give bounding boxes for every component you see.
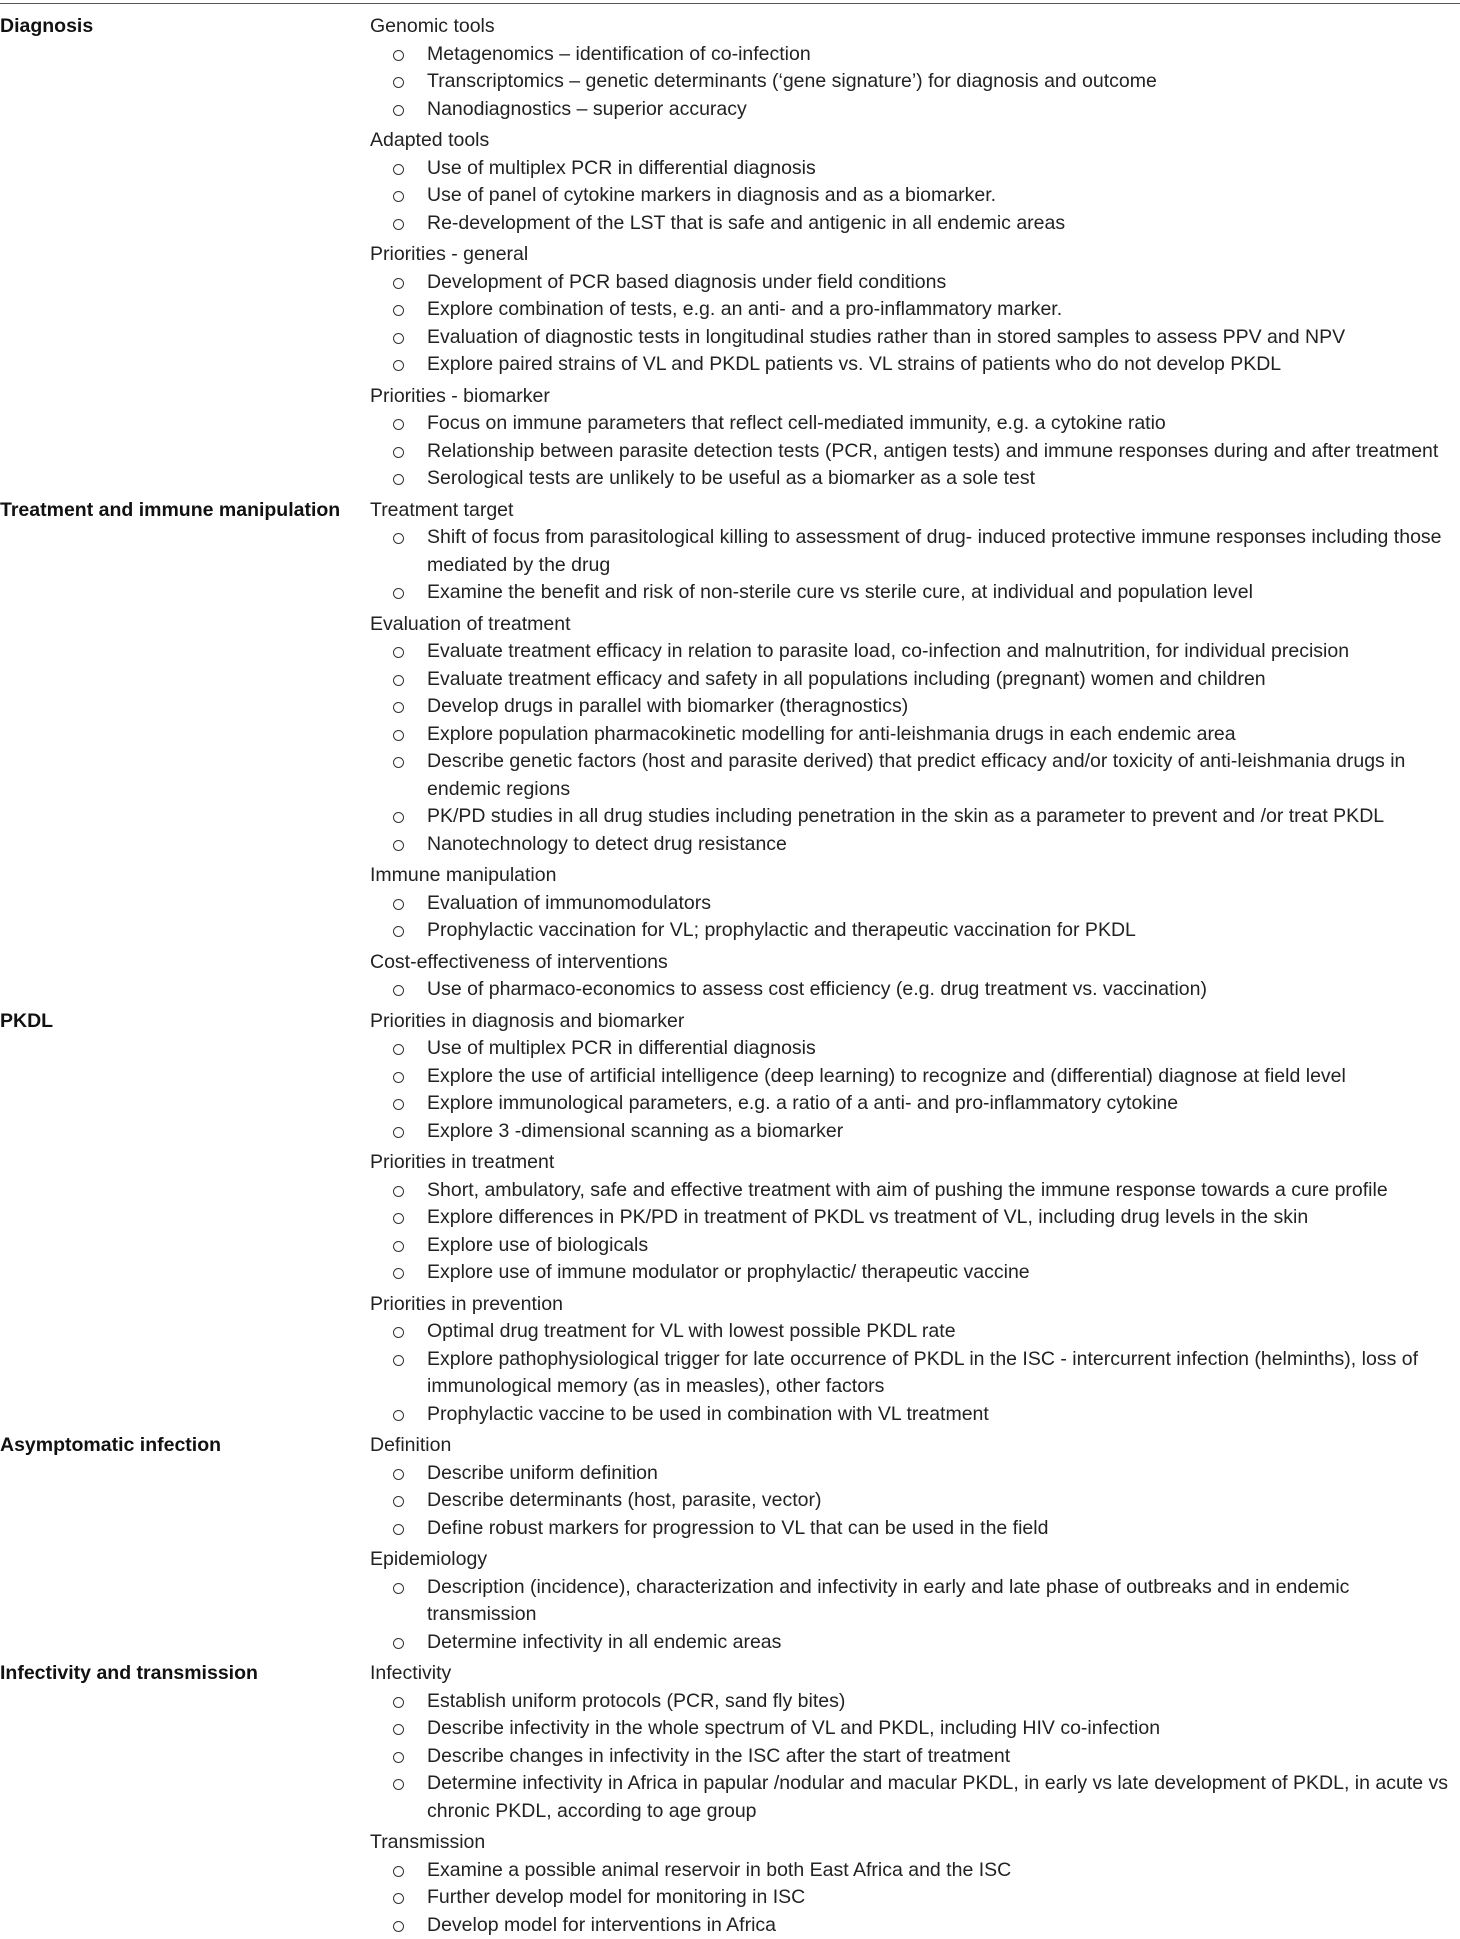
circle-bullet-icon xyxy=(393,360,404,371)
list-item-text: Define robust markers for progression to VL that can be used in the field xyxy=(427,1515,1460,1543)
list-item-text: Nanotechnology to detect drug resistance xyxy=(427,831,1460,859)
circle-bullet-icon xyxy=(393,1779,404,1790)
priority-group xyxy=(370,858,1460,945)
list-item xyxy=(370,1346,1460,1401)
circle-bullet-icon xyxy=(393,1099,404,1110)
topic-heading: PKDL xyxy=(0,1004,370,1036)
list-item xyxy=(370,1118,1460,1146)
circle-bullet-icon xyxy=(393,1072,404,1083)
group-title: Cost-effectiveness of interventions xyxy=(370,949,1460,977)
priority-group xyxy=(370,1542,1460,1656)
list-item xyxy=(370,1743,1460,1771)
list-item xyxy=(370,41,1460,69)
list-item-text: Evaluation of immunomodulators xyxy=(427,890,1460,918)
circle-bullet-icon xyxy=(393,1410,404,1421)
circle-bullet-icon xyxy=(393,1866,404,1877)
list-item-text: Describe determinants (host, parasite, vector) xyxy=(427,1487,1460,1515)
list-item xyxy=(370,210,1460,238)
priority-group xyxy=(370,607,1460,859)
circle-bullet-icon xyxy=(393,447,404,458)
list-item xyxy=(370,1063,1460,1091)
list-item xyxy=(370,638,1460,666)
research-priorities-table xyxy=(0,9,1460,1939)
priority-group xyxy=(370,237,1460,379)
circle-bullet-icon xyxy=(393,1469,404,1480)
list-item xyxy=(370,1857,1460,1885)
list-item-text: Explore 3 -dimensional scanning as a biomarker xyxy=(427,1118,1460,1146)
list-item-text: Describe genetic factors (host and parasite derived) that predict efficacy and/or toxicity of anti-leishmania drugs in endemic regions xyxy=(427,748,1460,803)
circle-bullet-icon xyxy=(393,1186,404,1197)
priority-group xyxy=(370,379,1460,493)
priority-group xyxy=(370,123,1460,237)
list-item xyxy=(370,1318,1460,1346)
circle-bullet-icon xyxy=(393,105,404,116)
list-item-text: Metagenomics – identification of co-infection xyxy=(427,41,1460,69)
list-item-text: Serological tests are unlikely to be useful as a biomarker as a sole test xyxy=(427,465,1460,493)
group-title: Genomic tools xyxy=(370,13,1460,41)
group-title: Priorities in prevention xyxy=(370,1291,1460,1319)
list-item-text: Nanodiagnostics – superior accuracy xyxy=(427,96,1460,124)
list-item-text: Further develop model for monitoring in ISC xyxy=(427,1884,1460,1912)
circle-bullet-icon xyxy=(393,1268,404,1279)
circle-bullet-icon xyxy=(393,1583,404,1594)
topic-heading: Infectivity and transmission xyxy=(0,1656,370,1688)
circle-bullet-icon xyxy=(393,77,404,88)
group-title: Immune manipulation xyxy=(370,862,1460,890)
circle-bullet-icon xyxy=(393,219,404,230)
list-item-text: Explore paired strains of VL and PKDL patients vs. VL strains of patients who do not develop PKDL xyxy=(427,351,1460,379)
list-item xyxy=(370,1204,1460,1232)
circle-bullet-icon xyxy=(393,840,404,851)
list-item-text: Explore combination of tests, e.g. an anti- and a pro-inflammatory marker. xyxy=(427,296,1460,324)
circle-bullet-icon xyxy=(393,1752,404,1763)
list-item xyxy=(370,693,1460,721)
list-item-text: Explore use of immune modulator or prophylactic/ therapeutic vaccine xyxy=(427,1259,1460,1287)
priority-group xyxy=(370,1656,1460,1825)
list-item-text: Use of panel of cytokine markers in diagnosis and as a biomarker. xyxy=(427,182,1460,210)
group-title: Evaluation of treatment xyxy=(370,611,1460,639)
table-row xyxy=(0,1428,1460,1656)
circle-bullet-icon xyxy=(393,926,404,937)
topic-heading: Diagnosis xyxy=(0,9,370,41)
list-item-text: Explore population pharmacokinetic modelling for anti-leishmania drugs in each endemic area xyxy=(427,721,1460,749)
circle-bullet-icon xyxy=(393,702,404,713)
list-item-text: Re-development of the LST that is safe and antigenic in all endemic areas xyxy=(427,210,1460,238)
circle-bullet-icon xyxy=(393,50,404,61)
list-item-text: Explore pathophysiological trigger for late occurrence of PKDL in the ISC - intercurrent infection (helminths), loss of immunological memory (as in measles), other factors xyxy=(427,1346,1460,1401)
circle-bullet-icon xyxy=(393,474,404,485)
list-item-text: Determine infectivity in Africa in papular /nodular and macular PKDL, in early vs late development of PKDL, in acute vs chronic PKDL, according to age group xyxy=(427,1770,1460,1825)
list-item-text: Evaluate treatment efficacy in relation to parasite load, co-infection and malnutrition, for individual precision xyxy=(427,638,1460,666)
list-item xyxy=(370,410,1460,438)
circle-bullet-icon xyxy=(393,985,404,996)
circle-bullet-icon xyxy=(393,1893,404,1904)
priority-group xyxy=(370,1428,1460,1542)
list-item-text: Description (incidence), characterization and infectivity in early and late phase of outbreaks and in endemic transmission xyxy=(427,1574,1460,1629)
topic-content xyxy=(370,1428,1460,1656)
list-item xyxy=(370,666,1460,694)
list-item xyxy=(370,721,1460,749)
circle-bullet-icon xyxy=(393,164,404,175)
group-title: Definition xyxy=(370,1432,1460,1460)
list-item xyxy=(370,155,1460,183)
list-item xyxy=(370,1688,1460,1716)
list-item xyxy=(370,438,1460,466)
priority-group xyxy=(370,1825,1460,1939)
list-item xyxy=(370,1574,1460,1629)
list-item xyxy=(370,748,1460,803)
list-item xyxy=(370,579,1460,607)
list-item xyxy=(370,324,1460,352)
circle-bullet-icon xyxy=(393,533,404,544)
circle-bullet-icon xyxy=(393,1524,404,1535)
group-title: Adapted tools xyxy=(370,127,1460,155)
circle-bullet-icon xyxy=(393,675,404,686)
list-item-text: Prophylactic vaccination for VL; prophylactic and therapeutic vaccination for PKDL xyxy=(427,917,1460,945)
circle-bullet-icon xyxy=(393,757,404,768)
list-item-text: Examine a possible animal reservoir in both East Africa and the ISC xyxy=(427,1857,1460,1885)
topic-content xyxy=(370,493,1460,1004)
table-top-rule xyxy=(0,3,1460,4)
circle-bullet-icon xyxy=(393,333,404,344)
list-item xyxy=(370,68,1460,96)
list-item-text: Shift of focus from parasitological killing to assessment of drug- induced protective immune responses including those mediated by the drug xyxy=(427,524,1460,579)
topic-content xyxy=(370,1004,1460,1429)
list-item xyxy=(370,1629,1460,1657)
list-item-text: Examine the benefit and risk of non-sterile cure vs sterile cure, at individual and population level xyxy=(427,579,1460,607)
list-item xyxy=(370,1090,1460,1118)
group-title: Transmission xyxy=(370,1829,1460,1857)
group-title: Priorities in diagnosis and biomarker xyxy=(370,1008,1460,1036)
circle-bullet-icon xyxy=(393,647,404,658)
table-row xyxy=(0,9,1460,493)
list-item xyxy=(370,269,1460,297)
circle-bullet-icon xyxy=(393,899,404,910)
list-item xyxy=(370,1884,1460,1912)
list-item xyxy=(370,803,1460,831)
list-item-text: Transcriptomics – genetic determinants (‘gene signature’) for diagnosis and outcome xyxy=(427,68,1460,96)
table-row xyxy=(0,1656,1460,1939)
list-item xyxy=(370,524,1460,579)
circle-bullet-icon xyxy=(393,730,404,741)
group-title: Priorities - biomarker xyxy=(370,383,1460,411)
list-item xyxy=(370,1715,1460,1743)
list-item-text: Development of PCR based diagnosis under field conditions xyxy=(427,269,1460,297)
circle-bullet-icon xyxy=(393,1638,404,1649)
list-item xyxy=(370,917,1460,945)
list-item-text: Prophylactic vaccine to be used in combination with VL treatment xyxy=(427,1401,1460,1429)
list-item-text: Establish uniform protocols (PCR, sand fly bites) xyxy=(427,1688,1460,1716)
circle-bullet-icon xyxy=(393,1044,404,1055)
circle-bullet-icon xyxy=(393,1213,404,1224)
list-item-text: Determine infectivity in all endemic areas xyxy=(427,1629,1460,1657)
list-item xyxy=(370,1177,1460,1205)
list-item xyxy=(370,890,1460,918)
list-item xyxy=(370,465,1460,493)
list-item-text: Explore differences in PK/PD in treatment of PKDL vs treatment of VL, including drug levels in the skin xyxy=(427,1204,1460,1232)
list-item xyxy=(370,351,1460,379)
circle-bullet-icon xyxy=(393,1327,404,1338)
circle-bullet-icon xyxy=(393,1127,404,1138)
circle-bullet-icon xyxy=(393,1697,404,1708)
list-item-text: Explore immunological parameters, e.g. a ratio of a anti- and pro-inflammatory cytokine xyxy=(427,1090,1460,1118)
circle-bullet-icon xyxy=(393,1921,404,1932)
list-item xyxy=(370,1912,1460,1939)
circle-bullet-icon xyxy=(393,588,404,599)
list-item-text: PK/PD studies in all drug studies including penetration in the skin as a parameter to prevent and /or treat PKDL xyxy=(427,803,1460,831)
list-item-text: Explore use of biologicals xyxy=(427,1232,1460,1260)
group-title: Infectivity xyxy=(370,1660,1460,1688)
group-title: Priorities in treatment xyxy=(370,1149,1460,1177)
priority-group xyxy=(370,1004,1460,1146)
list-item xyxy=(370,1515,1460,1543)
list-item-text: Describe uniform definition xyxy=(427,1460,1460,1488)
list-item-text: Optimal drug treatment for VL with lowest possible PKDL rate xyxy=(427,1318,1460,1346)
list-item-text: Evaluation of diagnostic tests in longitudinal studies rather than in stored samples to assess PPV and NPV xyxy=(427,324,1460,352)
circle-bullet-icon xyxy=(393,191,404,202)
list-item-text: Relationship between parasite detection tests (PCR, antigen tests) and immune responses during and after treatment xyxy=(427,438,1460,466)
list-item xyxy=(370,182,1460,210)
list-item xyxy=(370,1401,1460,1429)
priority-group xyxy=(370,945,1460,1004)
circle-bullet-icon xyxy=(393,1355,404,1366)
list-item xyxy=(370,976,1460,1004)
list-item xyxy=(370,296,1460,324)
circle-bullet-icon xyxy=(393,419,404,430)
list-item-text: Describe changes in infectivity in the ISC after the start of treatment xyxy=(427,1743,1460,1771)
list-item xyxy=(370,1770,1460,1825)
topic-content xyxy=(370,9,1460,493)
list-item xyxy=(370,1487,1460,1515)
list-item xyxy=(370,96,1460,124)
group-title: Priorities - general xyxy=(370,241,1460,269)
circle-bullet-icon xyxy=(393,1241,404,1252)
circle-bullet-icon xyxy=(393,1724,404,1735)
table-row xyxy=(0,1004,1460,1429)
list-item-text: Describe infectivity in the whole spectrum of VL and PKDL, including HIV co-infection xyxy=(427,1715,1460,1743)
list-item-text: Use of multiplex PCR in differential diagnosis xyxy=(427,155,1460,183)
list-item xyxy=(370,1035,1460,1063)
list-item xyxy=(370,1259,1460,1287)
list-item-text: Develop model for interventions in Africa xyxy=(427,1912,1460,1939)
list-item xyxy=(370,831,1460,859)
list-item-text: Evaluate treatment efficacy and safety in all populations including (pregnant) women and children xyxy=(427,666,1460,694)
table-row xyxy=(0,493,1460,1004)
circle-bullet-icon xyxy=(393,1496,404,1507)
list-item-text: Explore the use of artificial intelligence (deep learning) to recognize and (differential) diagnose at field level xyxy=(427,1063,1460,1091)
list-item-text: Focus on immune parameters that reflect cell-mediated immunity, e.g. a cytokine ratio xyxy=(427,410,1460,438)
circle-bullet-icon xyxy=(393,278,404,289)
circle-bullet-icon xyxy=(393,812,404,823)
list-item-text: Use of multiplex PCR in differential diagnosis xyxy=(427,1035,1460,1063)
topic-content xyxy=(370,1656,1460,1939)
list-item-text: Develop drugs in parallel with biomarker (theragnostics) xyxy=(427,693,1460,721)
priority-group xyxy=(370,9,1460,123)
circle-bullet-icon xyxy=(393,305,404,316)
priority-group xyxy=(370,1145,1460,1287)
list-item xyxy=(370,1460,1460,1488)
list-item-text: Use of pharmaco-economics to assess cost efficiency (e.g. drug treatment vs. vaccination) xyxy=(427,976,1460,1004)
group-title: Epidemiology xyxy=(370,1546,1460,1574)
topic-heading: Treatment and immune manipulation xyxy=(0,493,370,525)
list-item xyxy=(370,1232,1460,1260)
topic-heading: Asymptomatic infection xyxy=(0,1428,370,1460)
priority-group xyxy=(370,1287,1460,1429)
list-item-text: Short, ambulatory, safe and effective treatment with aim of pushing the immune response towards a cure profile xyxy=(427,1177,1460,1205)
priority-group xyxy=(370,493,1460,607)
group-title: Treatment target xyxy=(370,497,1460,525)
